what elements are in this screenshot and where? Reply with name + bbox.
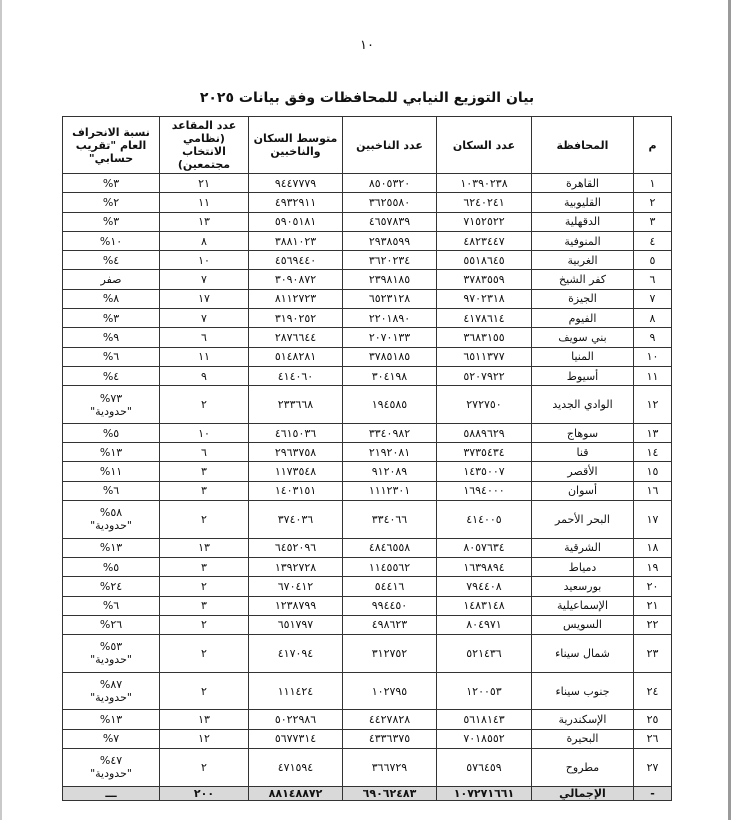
total-row bbox=[63, 786, 672, 800]
deviation-note: "حدودية" bbox=[90, 404, 132, 418]
row-seats: ٢١ bbox=[160, 174, 249, 193]
row-deviation: ٣% bbox=[63, 212, 160, 231]
row-index: ٣ bbox=[634, 212, 672, 231]
row-population: ٧١٥٢٥٢٢ bbox=[437, 212, 532, 231]
page-left-border bbox=[0, 0, 2, 820]
total-population: ١٠٧٢٧١٦٦١ bbox=[437, 786, 532, 800]
row-population: ٢٧٢٧٥٠ bbox=[437, 386, 532, 424]
row-seats: ٧ bbox=[160, 309, 249, 328]
row-seats: ٢ bbox=[160, 386, 249, 424]
header-average: متوسط السكان والناخبين bbox=[249, 117, 343, 174]
row-population: ٥٥١٨٦٤٥ bbox=[437, 251, 532, 270]
row-population: ١٦٣٩٨٩٤ bbox=[437, 557, 532, 576]
row-average: ٥١٤٨٢٨١ bbox=[249, 347, 343, 366]
table-row bbox=[63, 347, 672, 366]
row-population: ٥٧٦٤٥٩ bbox=[437, 748, 532, 786]
row-seats: ٢ bbox=[160, 615, 249, 634]
row-governorate: كفر الشيخ bbox=[532, 270, 634, 289]
row-deviation: ٢% bbox=[63, 193, 160, 212]
row-voters: ٣٣٤٠٦٦ bbox=[343, 501, 437, 539]
row-voters: ٣٠٤١٩٨ bbox=[343, 366, 437, 385]
row-average: ٣٧٤٠٣٦ bbox=[249, 501, 343, 539]
total-deviation: ـــ bbox=[63, 786, 160, 800]
row-average: ٦٧٠٤١٢ bbox=[249, 577, 343, 596]
row-average: ٣١٩٠٢٥٢ bbox=[249, 309, 343, 328]
row-seats: ٢ bbox=[160, 672, 249, 710]
page-number: ١٠ bbox=[360, 38, 374, 53]
row-governorate: بورسعيد bbox=[532, 577, 634, 596]
row-average: ٥٩٠٥١٨١ bbox=[249, 212, 343, 231]
row-index: ١٥ bbox=[634, 462, 672, 481]
row-average: ٥٠٢٢٩٨٦ bbox=[249, 710, 343, 729]
row-seats: ١٣ bbox=[160, 212, 249, 231]
row-average: ١٣٩٢٧٢٨ bbox=[249, 557, 343, 576]
table-row bbox=[63, 212, 672, 231]
row-index: ١٠ bbox=[634, 347, 672, 366]
deviation-note: "حدودية" bbox=[90, 519, 132, 533]
row-voters: ٢١٩٢٠٨١ bbox=[343, 443, 437, 462]
row-governorate: الأقصر bbox=[532, 462, 634, 481]
header-governorate: المحافظة bbox=[532, 117, 634, 174]
row-voters: ١٠٢٧٩٥ bbox=[343, 672, 437, 710]
row-deviation: ٧% bbox=[63, 729, 160, 748]
table-row bbox=[63, 251, 672, 270]
row-deviation: ١٣% bbox=[63, 538, 160, 557]
table-row bbox=[63, 328, 672, 347]
row-index: ٧ bbox=[634, 289, 672, 308]
row-voters: ٣٧٨٥١٨٥ bbox=[343, 347, 437, 366]
row-voters: ٣٦٢٠٢٣٤ bbox=[343, 251, 437, 270]
row-index: ١٢ bbox=[634, 386, 672, 424]
total-index: - bbox=[634, 786, 672, 800]
row-voters: ٤٦٥٧٨٣٩ bbox=[343, 212, 437, 231]
header-seats: عدد المقاعد (نظامي الانتخاب مجتمعين) bbox=[160, 117, 249, 174]
row-deviation: ٢٦% bbox=[63, 615, 160, 634]
row-voters: ٣٣٤٠٩٨٢ bbox=[343, 423, 437, 442]
row-governorate: الإسكندرية bbox=[532, 710, 634, 729]
row-seats: ١٣ bbox=[160, 710, 249, 729]
row-index: ٥ bbox=[634, 251, 672, 270]
row-average: ٢٩٦٣٧٥٨ bbox=[249, 443, 343, 462]
row-voters: ٦٥٢٣١٢٨ bbox=[343, 289, 437, 308]
row-governorate: أسوان bbox=[532, 481, 634, 500]
row-index: ٢١ bbox=[634, 596, 672, 615]
deviation-value: ٤٧% bbox=[99, 754, 123, 768]
row-population: ٦٥١١٣٧٧ bbox=[437, 347, 532, 366]
row-deviation bbox=[63, 672, 160, 710]
deviation-value: ٥٣% bbox=[99, 640, 123, 654]
row-average: ٢٨٧٦٦٤٤ bbox=[249, 328, 343, 347]
table-row bbox=[63, 366, 672, 385]
document-title: بيان التوزيع النيابي للمحافظات وفق بيانات ٢٠٢٥ bbox=[199, 90, 535, 106]
deviation-value: ٨٧% bbox=[99, 678, 123, 692]
row-deviation: ١٣% bbox=[63, 443, 160, 462]
row-governorate: الجيزة bbox=[532, 289, 634, 308]
row-seats: ١٠ bbox=[160, 423, 249, 442]
table-row bbox=[63, 289, 672, 308]
table-row bbox=[63, 538, 672, 557]
table-row bbox=[63, 193, 672, 212]
row-index: ٦ bbox=[634, 270, 672, 289]
table-row bbox=[63, 635, 672, 673]
row-governorate: القاهرة bbox=[532, 174, 634, 193]
row-population: ٤١٧٨٦١٤ bbox=[437, 309, 532, 328]
row-population: ٨٠٤٩٧١ bbox=[437, 615, 532, 634]
row-average: ١١١٤٢٤ bbox=[249, 672, 343, 710]
row-governorate: المنوفية bbox=[532, 231, 634, 250]
deviation-note: "حدودية" bbox=[90, 691, 132, 705]
row-voters: ٩١٢٠٨٩ bbox=[343, 462, 437, 481]
row-seats: ٨ bbox=[160, 231, 249, 250]
row-governorate: الشرقية bbox=[532, 538, 634, 557]
row-index: ٤ bbox=[634, 231, 672, 250]
row-index: ١٤ bbox=[634, 443, 672, 462]
page-right-border bbox=[728, 0, 731, 820]
table-row bbox=[63, 748, 672, 786]
row-deviation bbox=[63, 386, 160, 424]
row-voters: ٥٤٤١٦ bbox=[343, 577, 437, 596]
row-average: ٦٥١٧٩٧ bbox=[249, 615, 343, 634]
row-deviation: ٣% bbox=[63, 309, 160, 328]
row-seats: ٣ bbox=[160, 557, 249, 576]
deviation-note: "حدودية" bbox=[90, 767, 132, 781]
row-average: ٤١٧٠٩٤ bbox=[249, 635, 343, 673]
row-average: ١٢٣٨٧٩٩ bbox=[249, 596, 343, 615]
row-population: ١٤٣٥٠٠٧ bbox=[437, 462, 532, 481]
row-seats: ٢ bbox=[160, 635, 249, 673]
row-population: ١٤٨٣١٤٨ bbox=[437, 596, 532, 615]
row-seats: ٣ bbox=[160, 462, 249, 481]
row-deviation bbox=[63, 748, 160, 786]
row-average: ٨١١٢٧٢٣ bbox=[249, 289, 343, 308]
row-population: ٨٠٥٧٦٣٤ bbox=[437, 538, 532, 557]
row-deviation: ٦% bbox=[63, 481, 160, 500]
row-deviation: ٥% bbox=[63, 423, 160, 442]
row-population: ١٠٣٩٠٢٣٨ bbox=[437, 174, 532, 193]
row-deviation: ٨% bbox=[63, 289, 160, 308]
row-voters: ٢٠٧٠١٣٣ bbox=[343, 328, 437, 347]
row-average: ٤٩٣٢٩١١ bbox=[249, 193, 343, 212]
row-voters: ٢٩٣٨٥٩٩ bbox=[343, 231, 437, 250]
row-population: ٥٨٨٩٦٢٩ bbox=[437, 423, 532, 442]
deviation-value: ٥٨% bbox=[99, 506, 123, 520]
total-voters: ٦٩٠٦٢٤٨٣ bbox=[343, 786, 437, 800]
row-seats: ٦ bbox=[160, 443, 249, 462]
header-index: م bbox=[634, 117, 672, 174]
row-population: ٣٧٨٣٥٥٩ bbox=[437, 270, 532, 289]
row-average: ٤٧١٥٩٤ bbox=[249, 748, 343, 786]
row-voters: ١٩٤٥٨٥ bbox=[343, 386, 437, 424]
row-deviation bbox=[63, 635, 160, 673]
row-average: ٤٦١٥٠٣٦ bbox=[249, 423, 343, 442]
row-governorate: الغربية bbox=[532, 251, 634, 270]
row-voters: ٣٦٢٥٥٨٠ bbox=[343, 193, 437, 212]
row-governorate: البحر الأحمر bbox=[532, 501, 634, 539]
row-deviation: ٢٤% bbox=[63, 577, 160, 596]
table-row bbox=[63, 672, 672, 710]
row-seats: ١٢ bbox=[160, 729, 249, 748]
table-row bbox=[63, 710, 672, 729]
total-label: الإجمالي bbox=[532, 786, 634, 800]
row-average: ٥٦٧٧٣١٤ bbox=[249, 729, 343, 748]
deviation-note: "حدودية" bbox=[90, 653, 132, 667]
row-average: ٩٤٤٧٧٧٩ bbox=[249, 174, 343, 193]
row-deviation: ٣% bbox=[63, 174, 160, 193]
table-row bbox=[63, 596, 672, 615]
deviation-value: ٧٣% bbox=[99, 391, 123, 405]
row-seats: ١٠ bbox=[160, 251, 249, 270]
row-average: ٣٨٨١٠٢٣ bbox=[249, 231, 343, 250]
row-seats: ٢ bbox=[160, 577, 249, 596]
table-row bbox=[63, 386, 672, 424]
row-index: ١٧ bbox=[634, 501, 672, 539]
row-deviation: ٤% bbox=[63, 251, 160, 270]
row-deviation: ٤% bbox=[63, 366, 160, 385]
row-index: ٩ bbox=[634, 328, 672, 347]
row-average: ٣٠٩٠٨٧٢ bbox=[249, 270, 343, 289]
row-governorate: شمال سيناء bbox=[532, 635, 634, 673]
row-deviation bbox=[63, 501, 160, 539]
row-index: ٢٦ bbox=[634, 729, 672, 748]
row-deviation: ٦% bbox=[63, 347, 160, 366]
row-seats: ٣ bbox=[160, 596, 249, 615]
row-seats: ٩ bbox=[160, 366, 249, 385]
row-index: ٢٠ bbox=[634, 577, 672, 596]
row-average: ٢٣٣٦٦٨ bbox=[249, 386, 343, 424]
row-index: ١١ bbox=[634, 366, 672, 385]
row-index: ٨ bbox=[634, 309, 672, 328]
row-index: ٢٤ bbox=[634, 672, 672, 710]
row-seats: ١١ bbox=[160, 347, 249, 366]
row-deviation: ٩% bbox=[63, 328, 160, 347]
row-index: ٢٧ bbox=[634, 748, 672, 786]
seat-distribution-table bbox=[62, 116, 672, 801]
row-index: ١ bbox=[634, 174, 672, 193]
row-population: ٥٢١٤٣٦ bbox=[437, 635, 532, 673]
row-population: ٤٨٢٣٤٤٧ bbox=[437, 231, 532, 250]
row-index: ٢٢ bbox=[634, 615, 672, 634]
row-voters: ٤٨٤٦٥٥٨ bbox=[343, 538, 437, 557]
row-index: ٢٥ bbox=[634, 710, 672, 729]
header-voters: عدد الناخبين bbox=[343, 117, 437, 174]
table-row bbox=[63, 174, 672, 193]
table-row bbox=[63, 309, 672, 328]
header-deviation: نسبة الانحراف العام "تقريب حسابي" bbox=[63, 117, 160, 174]
row-deviation: ٥% bbox=[63, 557, 160, 576]
row-seats: ٧ bbox=[160, 270, 249, 289]
row-seats: ٢ bbox=[160, 748, 249, 786]
row-governorate: الوادي الجديد bbox=[532, 386, 634, 424]
row-governorate: أسيوط bbox=[532, 366, 634, 385]
row-deviation: ١٣% bbox=[63, 710, 160, 729]
row-voters: ٢٢٠١٨٩٠ bbox=[343, 309, 437, 328]
row-governorate: المنيا bbox=[532, 347, 634, 366]
row-population: ١٢٠٠٥٣ bbox=[437, 672, 532, 710]
table-row bbox=[63, 462, 672, 481]
row-voters: ٤٤٢٧٨٢٨ bbox=[343, 710, 437, 729]
row-governorate: قنا bbox=[532, 443, 634, 462]
row-average: ٤١٤٠٦٠ bbox=[249, 366, 343, 385]
table-row bbox=[63, 423, 672, 442]
row-deviation: صفر bbox=[63, 270, 160, 289]
row-population: ١٦٩٤٠٠٠ bbox=[437, 481, 532, 500]
table-row bbox=[63, 557, 672, 576]
table-header-row bbox=[63, 117, 672, 174]
row-population: ٣٦٨٣١٥٥ bbox=[437, 328, 532, 347]
row-governorate: مطروح bbox=[532, 748, 634, 786]
row-population: ٧٩٤٤٠٨ bbox=[437, 577, 532, 596]
table-row bbox=[63, 577, 672, 596]
row-governorate: القليوبية bbox=[532, 193, 634, 212]
row-voters: ٤٣٣٦٣٧٥ bbox=[343, 729, 437, 748]
row-governorate: سوهاج bbox=[532, 423, 634, 442]
row-voters: ٣٦٦٧٢٩ bbox=[343, 748, 437, 786]
row-index: ١٦ bbox=[634, 481, 672, 500]
row-population: ٣٧٣٥٤٣٤ bbox=[437, 443, 532, 462]
row-voters: ١١٤٥٥٦٢ bbox=[343, 557, 437, 576]
row-voters: ١١١٢٣٠١ bbox=[343, 481, 437, 500]
row-seats: ١٧ bbox=[160, 289, 249, 308]
table-row bbox=[63, 729, 672, 748]
row-deviation: ١٠% bbox=[63, 231, 160, 250]
row-index: ٢٣ bbox=[634, 635, 672, 673]
header-population: عدد السكان bbox=[437, 117, 532, 174]
row-voters: ٤٩٨٦٢٣ bbox=[343, 615, 437, 634]
row-governorate: بني سويف bbox=[532, 328, 634, 347]
row-average: ١١٧٣٥٤٨ bbox=[249, 462, 343, 481]
row-governorate: البحيرة bbox=[532, 729, 634, 748]
row-seats: ١١ bbox=[160, 193, 249, 212]
row-seats: ٦ bbox=[160, 328, 249, 347]
row-governorate: دمياط bbox=[532, 557, 634, 576]
row-population: ٦٢٤٠٢٤١ bbox=[437, 193, 532, 212]
row-deviation: ٦% bbox=[63, 596, 160, 615]
row-average: ٦٤٥٢٠٩٦ bbox=[249, 538, 343, 557]
table-row bbox=[63, 501, 672, 539]
row-voters: ٨٥٠٥٣٢٠ bbox=[343, 174, 437, 193]
row-population: ٩٧٠٢٣١٨ bbox=[437, 289, 532, 308]
table-row bbox=[63, 231, 672, 250]
row-governorate: الفيوم bbox=[532, 309, 634, 328]
row-governorate: جنوب سيناء bbox=[532, 672, 634, 710]
table-row bbox=[63, 615, 672, 634]
row-governorate: الإسماعيلية bbox=[532, 596, 634, 615]
row-seats: ١٣ bbox=[160, 538, 249, 557]
row-voters: ٣١٢٧٥٢ bbox=[343, 635, 437, 673]
total-average: ٨٨١٤٨٨٧٢ bbox=[249, 786, 343, 800]
row-index: ١٣ bbox=[634, 423, 672, 442]
row-voters: ٢٣٩٨١٨٥ bbox=[343, 270, 437, 289]
row-average: ١٤٠٣١٥١ bbox=[249, 481, 343, 500]
total-seats: ٢٠٠ bbox=[160, 786, 249, 800]
row-governorate: الدقهلية bbox=[532, 212, 634, 231]
row-deviation: ١١% bbox=[63, 462, 160, 481]
row-population: ٥٦١٨١٤٣ bbox=[437, 710, 532, 729]
table-row bbox=[63, 481, 672, 500]
row-index: ٢ bbox=[634, 193, 672, 212]
row-voters: ٩٩٤٤٥٠ bbox=[343, 596, 437, 615]
table-row bbox=[63, 270, 672, 289]
row-index: ١٩ bbox=[634, 557, 672, 576]
row-average: ٤٥٦٩٤٤٠ bbox=[249, 251, 343, 270]
row-population: ٧٠١٨٥٥٢ bbox=[437, 729, 532, 748]
row-governorate: السويس bbox=[532, 615, 634, 634]
row-index: ١٨ bbox=[634, 538, 672, 557]
row-population: ٥٢٠٧٩٢٢ bbox=[437, 366, 532, 385]
row-seats: ٣ bbox=[160, 481, 249, 500]
row-population: ٤١٤٠٠٥ bbox=[437, 501, 532, 539]
table-row bbox=[63, 443, 672, 462]
row-seats: ٢ bbox=[160, 501, 249, 539]
